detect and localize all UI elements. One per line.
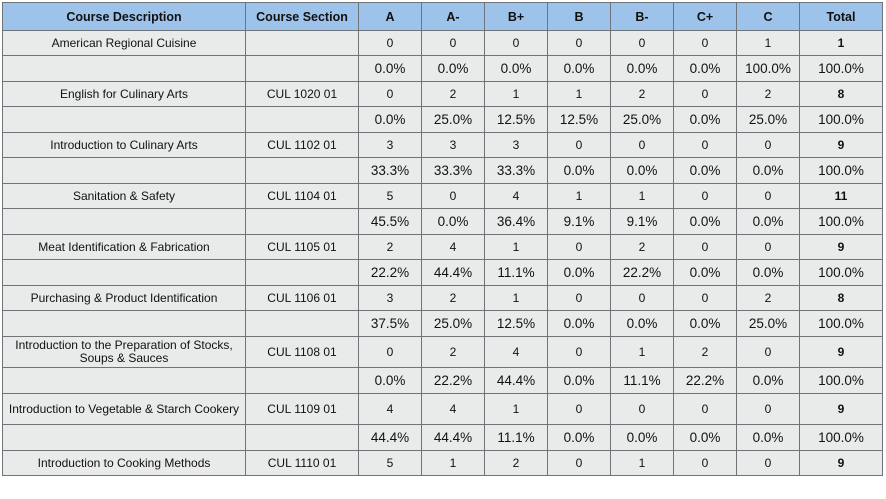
percent-cell-b-plus: 12.5%	[485, 311, 548, 337]
percent-cell-c-plus: 0.0%	[674, 260, 737, 286]
count-cell-a-minus: 4	[422, 235, 485, 260]
percent-cell-b: 9.1%	[548, 209, 611, 235]
percent-cell-b-minus: 25.0%	[611, 107, 674, 133]
count-cell-c: 0	[737, 337, 800, 368]
percent-cell-b: 0.0%	[548, 368, 611, 394]
course-description-cell: Introduction to Cooking Methods	[3, 451, 246, 476]
blank-cell	[3, 56, 246, 82]
course-percent-row	[3, 107, 883, 133]
percent-cell-a-minus: 44.4%	[422, 425, 485, 451]
header-grade-c-plus: C+	[674, 3, 737, 31]
blank-cell	[246, 311, 359, 337]
count-cell-b-minus: 2	[611, 82, 674, 107]
count-cell-c-plus: 0	[674, 31, 737, 56]
percent-cell-b: 0.0%	[548, 425, 611, 451]
count-cell-c: 1	[737, 31, 800, 56]
percent-cell-a: 37.5%	[359, 311, 422, 337]
course-count-row	[3, 286, 883, 311]
count-cell-a-minus: 2	[422, 82, 485, 107]
count-cell-total: 1	[800, 31, 883, 56]
course-percent-row	[3, 260, 883, 286]
blank-cell	[246, 260, 359, 286]
percent-cell-total: 100.0%	[800, 56, 883, 82]
count-cell-b-minus: 1	[611, 337, 674, 368]
percent-cell-total: 100.0%	[800, 368, 883, 394]
count-cell-b-plus: 3	[485, 133, 548, 158]
blank-cell	[3, 311, 246, 337]
count-cell-c-plus: 0	[674, 394, 737, 425]
count-cell-a: 5	[359, 451, 422, 476]
count-cell-a-minus: 4	[422, 394, 485, 425]
percent-cell-a: 44.4%	[359, 425, 422, 451]
course-section-cell: CUL 1020 01	[246, 82, 359, 107]
percent-cell-total: 100.0%	[800, 158, 883, 184]
percent-cell-c: 0.0%	[737, 368, 800, 394]
count-cell-c-plus: 0	[674, 82, 737, 107]
header-total: Total	[800, 3, 883, 31]
blank-cell	[246, 209, 359, 235]
count-cell-a-minus: 2	[422, 286, 485, 311]
count-cell-c-plus: 0	[674, 133, 737, 158]
header-grade-c: C	[737, 3, 800, 31]
count-cell-c: 2	[737, 82, 800, 107]
blank-cell	[246, 425, 359, 451]
count-cell-b: 0	[548, 451, 611, 476]
count-cell-c-plus: 0	[674, 184, 737, 209]
percent-cell-a-minus: 0.0%	[422, 56, 485, 82]
blank-cell	[3, 107, 246, 133]
course-count-row	[3, 31, 883, 56]
percent-cell-b-plus: 12.5%	[485, 107, 548, 133]
count-cell-c-plus: 0	[674, 451, 737, 476]
percent-cell-a: 0.0%	[359, 56, 422, 82]
course-section-cell: CUL 1105 01	[246, 235, 359, 260]
blank-cell	[3, 209, 246, 235]
course-count-row	[3, 184, 883, 209]
blank-cell	[246, 107, 359, 133]
count-cell-b-minus: 1	[611, 451, 674, 476]
count-cell-a: 4	[359, 394, 422, 425]
count-cell-total: 9	[800, 394, 883, 425]
count-cell-b: 0	[548, 133, 611, 158]
course-count-row	[3, 235, 883, 260]
count-cell-b-plus: 1	[485, 394, 548, 425]
course-section-cell: CUL 1102 01	[246, 133, 359, 158]
percent-cell-a-minus: 25.0%	[422, 107, 485, 133]
count-cell-c: 0	[737, 451, 800, 476]
count-cell-a-minus: 0	[422, 184, 485, 209]
blank-cell	[3, 368, 246, 394]
count-cell-total: 9	[800, 235, 883, 260]
course-description-cell: Introduction to Culinary Arts	[3, 133, 246, 158]
percent-cell-b-minus: 0.0%	[611, 311, 674, 337]
percent-cell-b: 0.0%	[548, 260, 611, 286]
count-cell-c: 0	[737, 394, 800, 425]
course-percent-row	[3, 158, 883, 184]
blank-cell	[3, 425, 246, 451]
blank-cell	[3, 158, 246, 184]
percent-cell-total: 100.0%	[800, 260, 883, 286]
percent-cell-a-minus: 33.3%	[422, 158, 485, 184]
count-cell-total: 11	[800, 184, 883, 209]
course-percent-row	[3, 425, 883, 451]
count-cell-b-plus: 0	[485, 31, 548, 56]
percent-cell-total: 100.0%	[800, 425, 883, 451]
header-grade-b-minus: B-	[611, 3, 674, 31]
course-section-cell: CUL 1106 01	[246, 286, 359, 311]
count-cell-c: 2	[737, 286, 800, 311]
blank-cell	[246, 368, 359, 394]
percent-cell-b-plus: 36.4%	[485, 209, 548, 235]
header-grade-a: A	[359, 3, 422, 31]
percent-cell-b: 12.5%	[548, 107, 611, 133]
header-grade-a-minus: A-	[422, 3, 485, 31]
header-row	[3, 3, 883, 31]
percent-cell-a-minus: 44.4%	[422, 260, 485, 286]
percent-cell-b-plus: 33.3%	[485, 158, 548, 184]
percent-cell-b: 0.0%	[548, 56, 611, 82]
percent-cell-total: 100.0%	[800, 107, 883, 133]
count-cell-a: 2	[359, 235, 422, 260]
blank-cell	[3, 260, 246, 286]
count-cell-b-plus: 1	[485, 82, 548, 107]
count-cell-b: 0	[548, 31, 611, 56]
course-count-row	[3, 82, 883, 107]
percent-cell-b-plus: 11.1%	[485, 425, 548, 451]
course-description-cell: Sanitation & Safety	[3, 184, 246, 209]
course-description-cell: American Regional Cuisine	[3, 31, 246, 56]
count-cell-total: 9	[800, 133, 883, 158]
percent-cell-b-minus: 9.1%	[611, 209, 674, 235]
count-cell-total: 8	[800, 286, 883, 311]
count-cell-a: 5	[359, 184, 422, 209]
percent-cell-c-plus: 0.0%	[674, 158, 737, 184]
percent-cell-a-minus: 22.2%	[422, 368, 485, 394]
percent-cell-b-minus: 22.2%	[611, 260, 674, 286]
count-cell-c-plus: 0	[674, 235, 737, 260]
percent-cell-b: 0.0%	[548, 158, 611, 184]
course-percent-row	[3, 368, 883, 394]
count-cell-a-minus: 3	[422, 133, 485, 158]
percent-cell-total: 100.0%	[800, 311, 883, 337]
course-description-cell: Purchasing & Product Identification	[3, 286, 246, 311]
percent-cell-b-plus: 11.1%	[485, 260, 548, 286]
count-cell-b-minus: 0	[611, 286, 674, 311]
percent-cell-b: 0.0%	[548, 311, 611, 337]
percent-cell-c: 100.0%	[737, 56, 800, 82]
count-cell-b-minus: 0	[611, 31, 674, 56]
count-cell-b: 1	[548, 82, 611, 107]
percent-cell-a-minus: 0.0%	[422, 209, 485, 235]
count-cell-total: 9	[800, 337, 883, 368]
count-cell-total: 9	[800, 451, 883, 476]
percent-cell-c: 0.0%	[737, 158, 800, 184]
percent-cell-a-minus: 25.0%	[422, 311, 485, 337]
count-cell-a: 0	[359, 337, 422, 368]
count-cell-b-minus: 2	[611, 235, 674, 260]
percent-cell-c-plus: 0.0%	[674, 311, 737, 337]
count-cell-a: 0	[359, 82, 422, 107]
course-description-cell: English for Culinary Arts	[3, 82, 246, 107]
count-cell-b: 0	[548, 235, 611, 260]
percent-cell-c: 25.0%	[737, 107, 800, 133]
percent-cell-c-plus: 0.0%	[674, 425, 737, 451]
percent-cell-b-minus: 11.1%	[611, 368, 674, 394]
count-cell-c: 0	[737, 133, 800, 158]
header-grade-b: B	[548, 3, 611, 31]
course-description-cell: Meat Identification & Fabrication	[3, 235, 246, 260]
count-cell-c-plus: 2	[674, 337, 737, 368]
count-cell-c-plus: 0	[674, 286, 737, 311]
count-cell-b-minus: 0	[611, 394, 674, 425]
blank-cell	[246, 158, 359, 184]
blank-cell	[246, 56, 359, 82]
course-count-row	[3, 337, 883, 368]
header-grade-b-plus: B+	[485, 3, 548, 31]
count-cell-c: 0	[737, 184, 800, 209]
count-cell-b-plus: 4	[485, 337, 548, 368]
count-cell-b-plus: 4	[485, 184, 548, 209]
course-description-cell: Introduction to the Preparation of Stocks, Soups & Sauces	[3, 337, 246, 368]
header-course-section: Course Section	[246, 3, 359, 31]
percent-cell-c: 0.0%	[737, 260, 800, 286]
percent-cell-b-plus: 44.4%	[485, 368, 548, 394]
count-cell-a: 0	[359, 31, 422, 56]
course-section-cell: CUL 1109 01	[246, 394, 359, 425]
percent-cell-a: 0.0%	[359, 368, 422, 394]
percent-cell-b-minus: 0.0%	[611, 56, 674, 82]
course-percent-row	[3, 311, 883, 337]
course-count-row	[3, 451, 883, 476]
count-cell-b-plus: 1	[485, 235, 548, 260]
count-cell-b-minus: 1	[611, 184, 674, 209]
count-cell-b: 0	[548, 286, 611, 311]
course-count-row	[3, 133, 883, 158]
percent-cell-a: 22.2%	[359, 260, 422, 286]
percent-cell-a: 45.5%	[359, 209, 422, 235]
count-cell-a: 3	[359, 286, 422, 311]
course-percent-row	[3, 209, 883, 235]
course-section-cell	[246, 31, 359, 56]
count-cell-total: 8	[800, 82, 883, 107]
percent-cell-c-plus: 0.0%	[674, 107, 737, 133]
percent-cell-total: 100.0%	[800, 209, 883, 235]
percent-cell-c-plus: 22.2%	[674, 368, 737, 394]
percent-cell-c-plus: 0.0%	[674, 209, 737, 235]
count-cell-a-minus: 2	[422, 337, 485, 368]
count-cell-b-plus: 2	[485, 451, 548, 476]
percent-cell-c-plus: 0.0%	[674, 56, 737, 82]
count-cell-b-plus: 1	[485, 286, 548, 311]
count-cell-b: 0	[548, 337, 611, 368]
percent-cell-c: 0.0%	[737, 209, 800, 235]
percent-cell-b-minus: 0.0%	[611, 158, 674, 184]
count-cell-a: 3	[359, 133, 422, 158]
count-cell-b: 1	[548, 184, 611, 209]
course-description-cell: Introduction to Vegetable & Starch Cookery	[3, 394, 246, 425]
percent-cell-a: 0.0%	[359, 107, 422, 133]
percent-cell-a: 33.3%	[359, 158, 422, 184]
course-percent-row	[3, 56, 883, 82]
count-cell-b: 0	[548, 394, 611, 425]
header-course-description: Course Description	[3, 3, 246, 31]
count-cell-a-minus: 0	[422, 31, 485, 56]
course-section-cell: CUL 1104 01	[246, 184, 359, 209]
percent-cell-b-plus: 0.0%	[485, 56, 548, 82]
grade-distribution-table	[2, 2, 883, 476]
count-cell-c: 0	[737, 235, 800, 260]
count-cell-a-minus: 1	[422, 451, 485, 476]
course-count-row	[3, 394, 883, 425]
percent-cell-c: 0.0%	[737, 425, 800, 451]
table-body	[3, 31, 883, 476]
count-cell-b-minus: 0	[611, 133, 674, 158]
percent-cell-c: 25.0%	[737, 311, 800, 337]
percent-cell-b-minus: 0.0%	[611, 425, 674, 451]
course-section-cell: CUL 1110 01	[246, 451, 359, 476]
course-section-cell: CUL 1108 01	[246, 337, 359, 368]
